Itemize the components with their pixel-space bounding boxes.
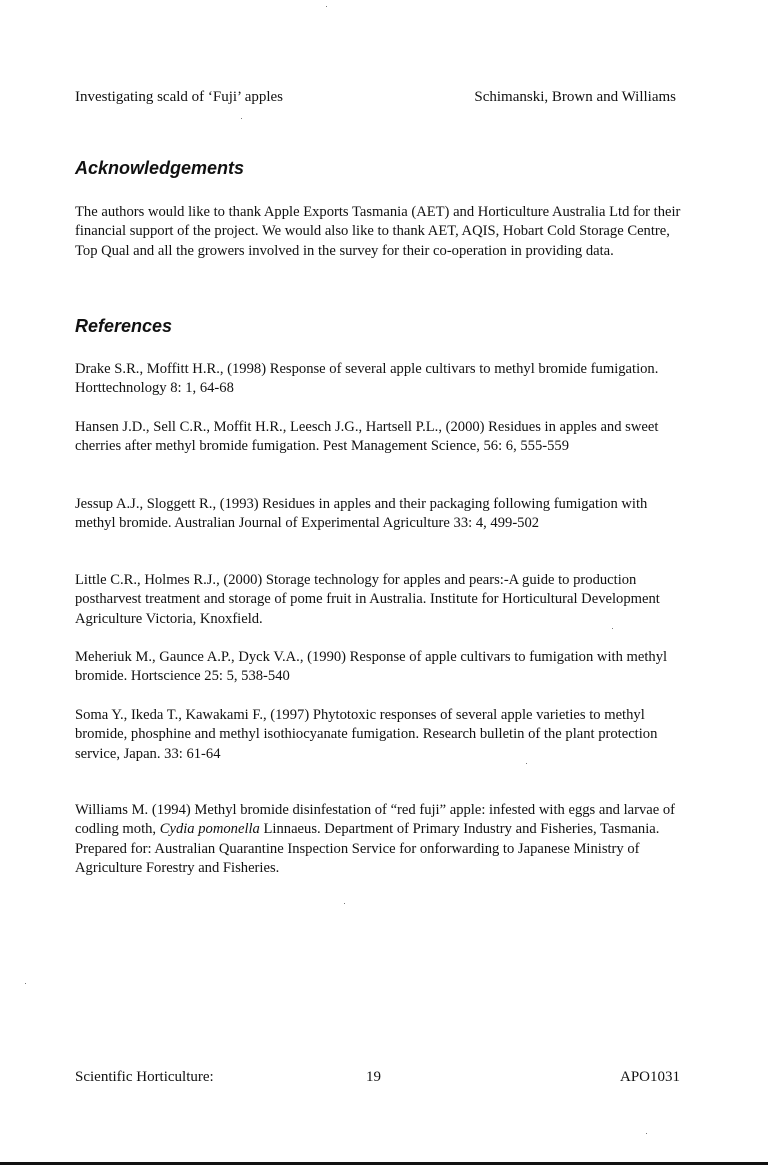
reference-item: Soma Y., Ikeda T., Kawakami F., (1997) Phytotoxic responses of several apple varieties to methyl bromide, phosphine and methyl isothiocyanate fumigation. Research bulletin of the plant protection service, Japan. 33: 61-64	[75, 707, 658, 762]
reference-text: Linnaeus. Department of Primary Industry and Fisheries, Tasmania. Prepared for: Australian Quarantine Inspection Service for onforwarding to Japanese Ministry of Agriculture Forestry and Fisheries.	[75, 821, 660, 877]
reference-item: Drake S.R., Moffitt H.R., (1998) Response of several apple cultivars to methyl bromide fumigation. Horttechnology 8: 1, 64-68	[75, 361, 659, 397]
scan-speck	[241, 118, 242, 119]
footer-code: APO1031	[619, 1069, 680, 1085]
reference-text: Williams M. (1994) Methyl bromide disinfestation of “red fuji” apple: infested with eggs and larvae of codling moth,	[75, 802, 676, 838]
running-header-authors: Schimanski, Brown and Williams	[474, 89, 676, 105]
scan-speck	[526, 763, 527, 764]
reference-item-williams	[75, 801, 685, 879]
species-name: Cydia pomonella	[159, 821, 260, 838]
scan-speck	[612, 628, 613, 629]
acknowledgements-heading: Acknowledgements	[75, 158, 245, 178]
scan-bottom-edge	[0, 1162, 768, 1165]
references-heading: References	[75, 316, 173, 336]
scan-speck	[326, 6, 327, 7]
reference-item: Hansen J.D., Sell C.R., Moffit H.R., Leesch J.G., Hartsell P.L., (2000) Residues in apples and sweet cherries after methyl bromide fumigation. Pest Management Science, 56: 6, 555-559	[75, 419, 659, 455]
footer-journal: Scientific Horticulture:	[75, 1069, 214, 1085]
scan-speck	[646, 1133, 647, 1134]
footer-page-number: 19	[366, 1069, 381, 1085]
reference-item: Little C.R., Holmes R.J., (2000) Storage technology for apples and pears:-A guide to production postharvest treatment and storage of pome fruit in Australia. Institute for Horticultural Development Agriculture Victoria, Knoxfield.	[75, 572, 660, 627]
scan-speck	[25, 983, 26, 984]
reference-item: Jessup A.J., Sloggett R., (1993) Residues in apples and their packaging following fumigation with methyl bromide. Australian Journal of Experimental Agriculture 33: 4, 499-502	[75, 496, 648, 532]
reference-item: Meheriuk M., Gaunce A.P., Dyck V.A., (1990) Response of apple cultivars to fumigation with methyl bromide. Hortscience 25: 5, 538-540	[75, 649, 668, 685]
scan-speck	[344, 903, 345, 904]
running-header-title: Investigating scald of ‘Fuji’ apples	[75, 89, 284, 105]
acknowledgements-text: The authors would like to thank Apple Exports Tasmania (AET) and Horticulture Australia Ltd for their financial support of the project. We would also like to thank AET, AQIS, Hobart Cold Storage Centre, Top Qual and all the growers involved in the survey for their co-operation in providing data.	[75, 204, 681, 259]
